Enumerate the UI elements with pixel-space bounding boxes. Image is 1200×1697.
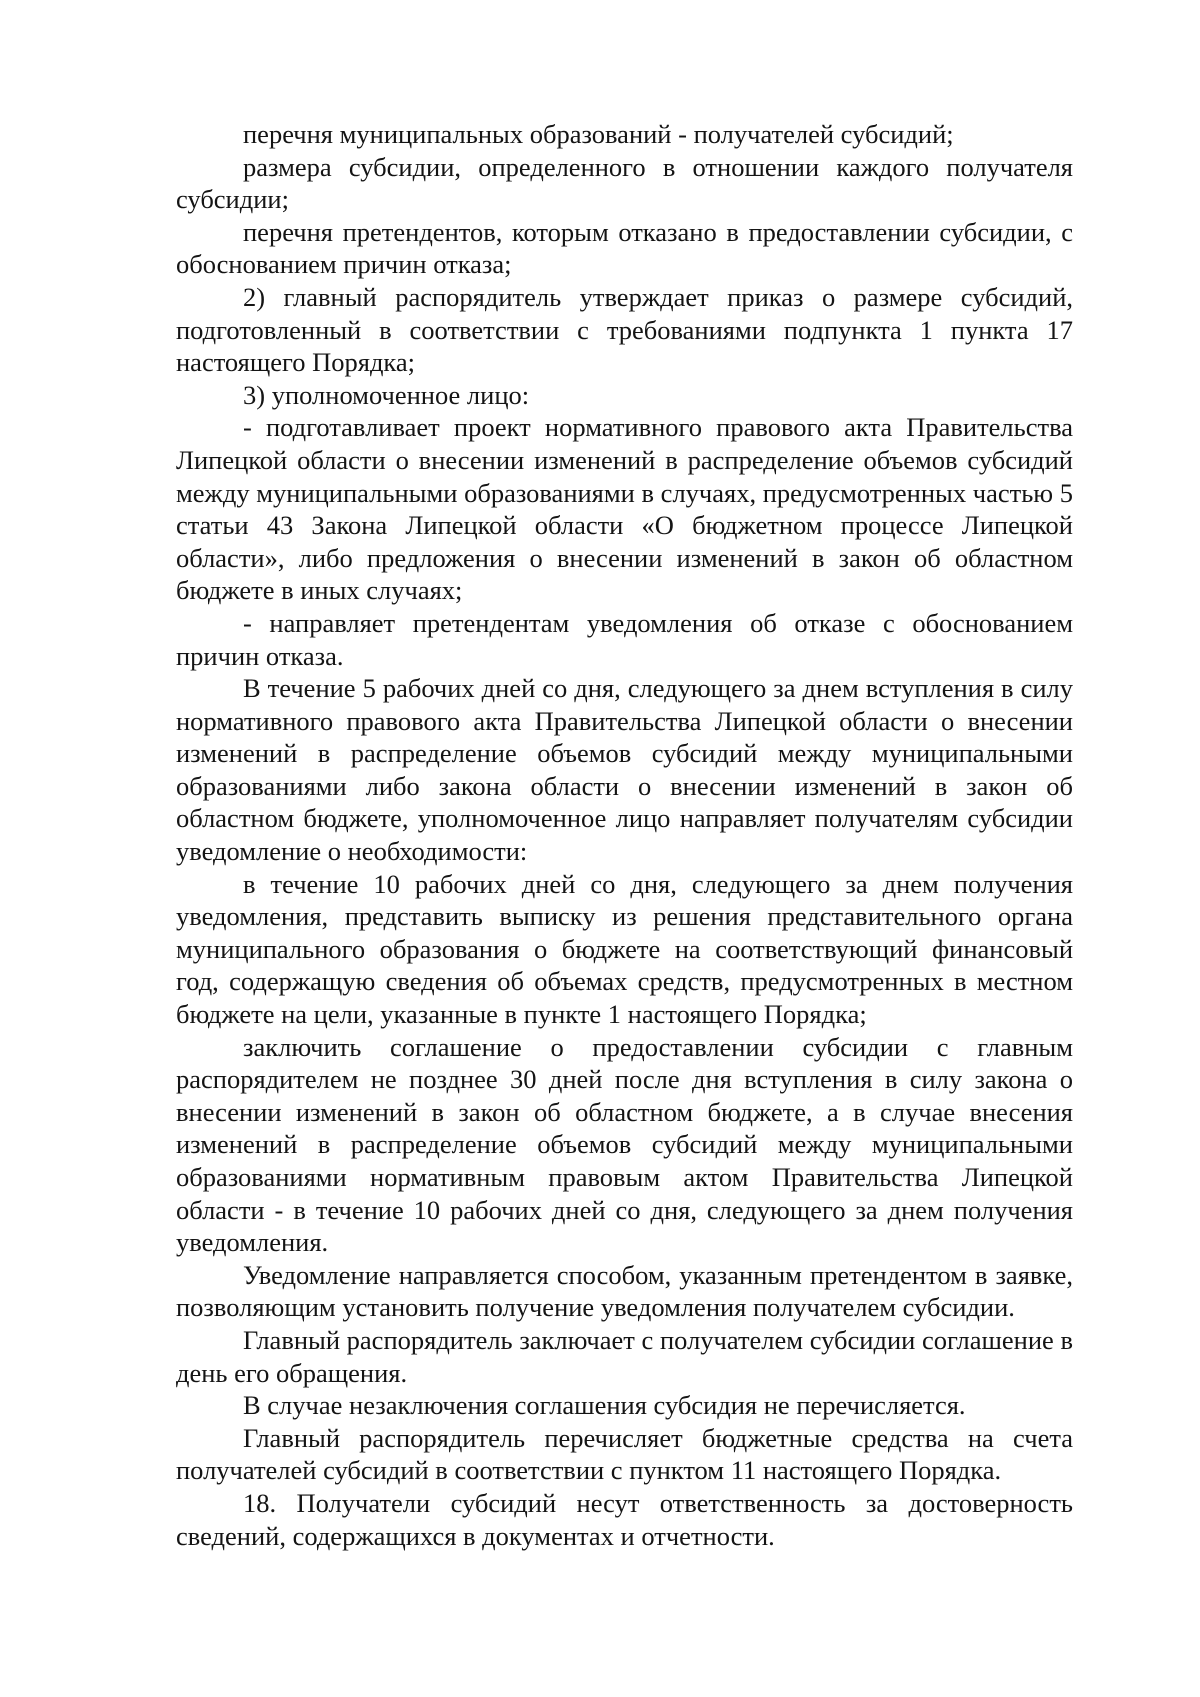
paragraph-ten-days-extract: в течение 10 рабочих дней со дня, следующего за днем получения уведомления, представить выписку из решения представительного органа муниципального образования о бюджете на соответствующий финансовый год, содержащую сведения об объемах средств, предусмотренных в местном бюджете на цели, указанные в пункте 1 настоящего Порядка; <box>176 868 1073 1030</box>
paragraph-item-18: 18. Получатели субсидий несут ответственность за достоверность сведений, содержащихся в документах и отчетности. <box>176 1487 1073 1551</box>
paragraph-no-agreement: В случае незаключения соглашения субсидия не перечисляется. <box>243 1390 966 1421</box>
paragraph-rejected-applicants: перечня претендентов, которым отказано в предоставлении субсидии, с обоснованием причин отказа; <box>176 216 1073 280</box>
paragraph-transfer-funds: Главный распорядитель перечисляет бюджетные средства на счета получателей субсидий в соответствии с пунктом 11 настоящего Порядка. <box>176 1422 1073 1486</box>
paragraph-conclude-agreement: заключить соглашение о предоставлении субсидии с главным распорядителем не позднее 30 дней после дня вступления в силу закона о внесении изменений в закон об областном бюджете, а в случае внесения изменений в распределение объемов субсидий между муниципальными образованиями нормативным правовым актом Правительства Липецкой области - в течение 10 рабочих дней со дня, следующего за днем получения уведомления. <box>176 1031 1073 1258</box>
paragraph-agreement-day: Главный распорядитель заключает с получателем субсидии соглашение в день его обращения. <box>176 1324 1073 1388</box>
paragraph-sends-refusal: - направляет претендентам уведомления об отказе с обоснованием причин отказа. <box>176 607 1073 671</box>
paragraph-item-2: 2) главный распорядитель утверждает приказ о размере субсидий, подготовленный в соответствии с требованиями подпункта 1 пункта 17 настоящего Порядка; <box>176 281 1073 378</box>
paragraph-five-days: В течение 5 рабочих дней со дня, следующего за днем вступления в силу нормативного правового акта Правительства Липецкой области о внесении изменений в распределение объемов субсидий между муниципальными образованиями либо закона области о внесении изменений в закон об областном бюджете, уполномоченное лицо направляет получателям субсидии уведомление о необходимости: <box>176 673 1073 867</box>
paragraph-item-3: 3) уполномоченное лицо: <box>243 379 530 410</box>
paragraph-prepares-draft: - подготавливает проект нормативного правового акта Правительства Липецкой области о внесении изменений в распределение объемов субсидий между муниципальными образованиями в случаях, предусмотренных частью 5 статьи 43 Закона Липецкой области «О бюджетном процессе Липецкой области», либо предложения о внесении изменений в закон об областном бюджете в иных случаях; <box>176 412 1073 606</box>
paragraph-subsidy-amount: размера субсидии, определенного в отношении каждого получателя субсидии; <box>176 151 1073 215</box>
paragraph-notification-method: Уведомление направляется способом, указанным претендентом в заявке, позволяющим установить получение уведомления получателем субсидии. <box>176 1259 1073 1323</box>
paragraph-recipients-list: перечня муниципальных образований - получателей субсидий; <box>243 119 954 149</box>
document-body <box>176 118 1073 1552</box>
